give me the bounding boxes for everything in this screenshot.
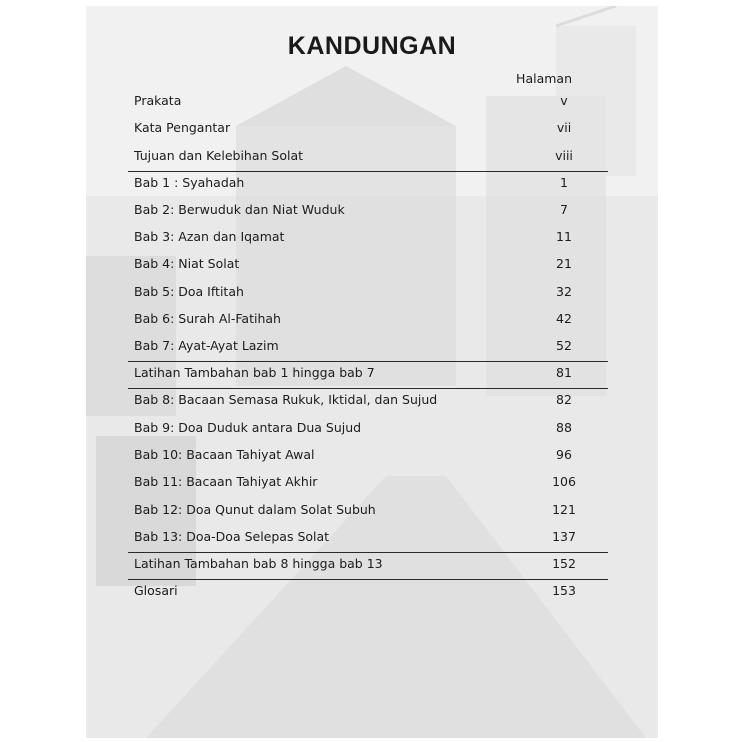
section-divider <box>128 361 608 362</box>
toc-entry-page: 81 <box>556 365 572 380</box>
toc-entry <box>134 311 584 331</box>
toc-entry <box>134 175 584 195</box>
toc-entry <box>134 474 584 494</box>
toc-entry <box>134 556 584 576</box>
page-column-header: Halaman <box>516 71 572 86</box>
toc-entry-title: Bab 3: Azan dan Iqamat <box>134 229 285 244</box>
toc-entry-page: 32 <box>556 284 572 299</box>
toc-entry <box>134 120 584 140</box>
toc-entry-page: 96 <box>556 447 572 462</box>
toc-entry <box>134 529 584 549</box>
toc-entry-page: 7 <box>560 202 568 217</box>
toc-entry-title: Glosari <box>134 583 178 598</box>
toc-entry-title: Bab 12: Doa Qunut dalam Solat Subuh <box>134 502 376 517</box>
toc-entry-page: 121 <box>552 502 576 517</box>
toc-entry-title: Tujuan dan Kelebihan Solat <box>134 148 304 163</box>
toc-entry-page: 52 <box>556 338 572 353</box>
toc-entry <box>134 93 584 113</box>
section-divider <box>128 171 608 172</box>
toc-entry <box>134 148 584 168</box>
book-page <box>86 6 658 738</box>
toc-entry-title: Bab 8: Bacaan Semasa Rukuk, Iktidal, dan Sujud <box>134 392 438 407</box>
toc-entry-page: 21 <box>556 256 572 271</box>
toc-entry-title: Latihan Tambahan bab 8 hingga bab 13 <box>134 556 383 571</box>
toc-entry-page: 106 <box>552 474 576 489</box>
toc-entry-title: Bab 2: Berwuduk dan Niat Wuduk <box>134 202 345 217</box>
toc-entry <box>134 202 584 222</box>
toc-entry-page: viii <box>555 148 573 163</box>
toc-entry-title: Bab 9: Doa Duduk antara Dua Sujud <box>134 420 362 435</box>
toc-entry <box>134 502 584 522</box>
toc-entry-page: 88 <box>556 420 572 435</box>
toc-entry-title: Bab 4: Niat Solat <box>134 256 240 271</box>
section-divider <box>128 388 608 389</box>
toc-entry <box>134 229 584 249</box>
toc-entry <box>134 447 584 467</box>
toc-entry-page: 137 <box>552 529 576 544</box>
toc-entry-page: 82 <box>556 392 572 407</box>
toc-entry-title: Bab 10: Bacaan Tahiyat Awal <box>134 447 315 462</box>
section-divider <box>128 552 608 553</box>
toc-entry-title: Bab 1 : Syahadah <box>134 175 245 190</box>
toc-entry-title: Bab 7: Ayat-Ayat Lazim <box>134 338 279 353</box>
toc-entry-title: Bab 11: Bacaan Tahiyat Akhir <box>134 474 318 489</box>
toc-entry-title: Bab 13: Doa-Doa Selepas Solat <box>134 529 330 544</box>
toc-entry <box>134 583 584 603</box>
toc-entry-title: Kata Pengantar <box>134 120 231 135</box>
toc-entry-title: Prakata <box>134 93 182 108</box>
toc-entry-page: 1 <box>560 175 568 190</box>
toc-entry-page: 152 <box>552 556 576 571</box>
page-title: KANDUNGAN <box>287 32 457 60</box>
toc-entry <box>134 338 584 358</box>
toc-entry <box>134 256 584 276</box>
toc-entry <box>134 365 584 385</box>
toc-entry-title: Bab 6: Surah Al-Fatihah <box>134 311 281 326</box>
toc-entry <box>134 420 584 440</box>
toc-entry-page: v <box>560 93 568 108</box>
toc-entry-page: 153 <box>552 583 576 598</box>
toc-entry <box>134 284 584 304</box>
toc-entry-page: 42 <box>556 311 572 326</box>
toc-entry-page: 11 <box>556 229 572 244</box>
toc-entry <box>134 392 584 412</box>
toc-entry-page: vii <box>556 120 572 135</box>
toc-entry-title: Bab 5: Doa Iftitah <box>134 284 244 299</box>
section-divider <box>128 579 608 580</box>
toc-entry-title: Latihan Tambahan bab 1 hingga bab 7 <box>134 365 375 380</box>
